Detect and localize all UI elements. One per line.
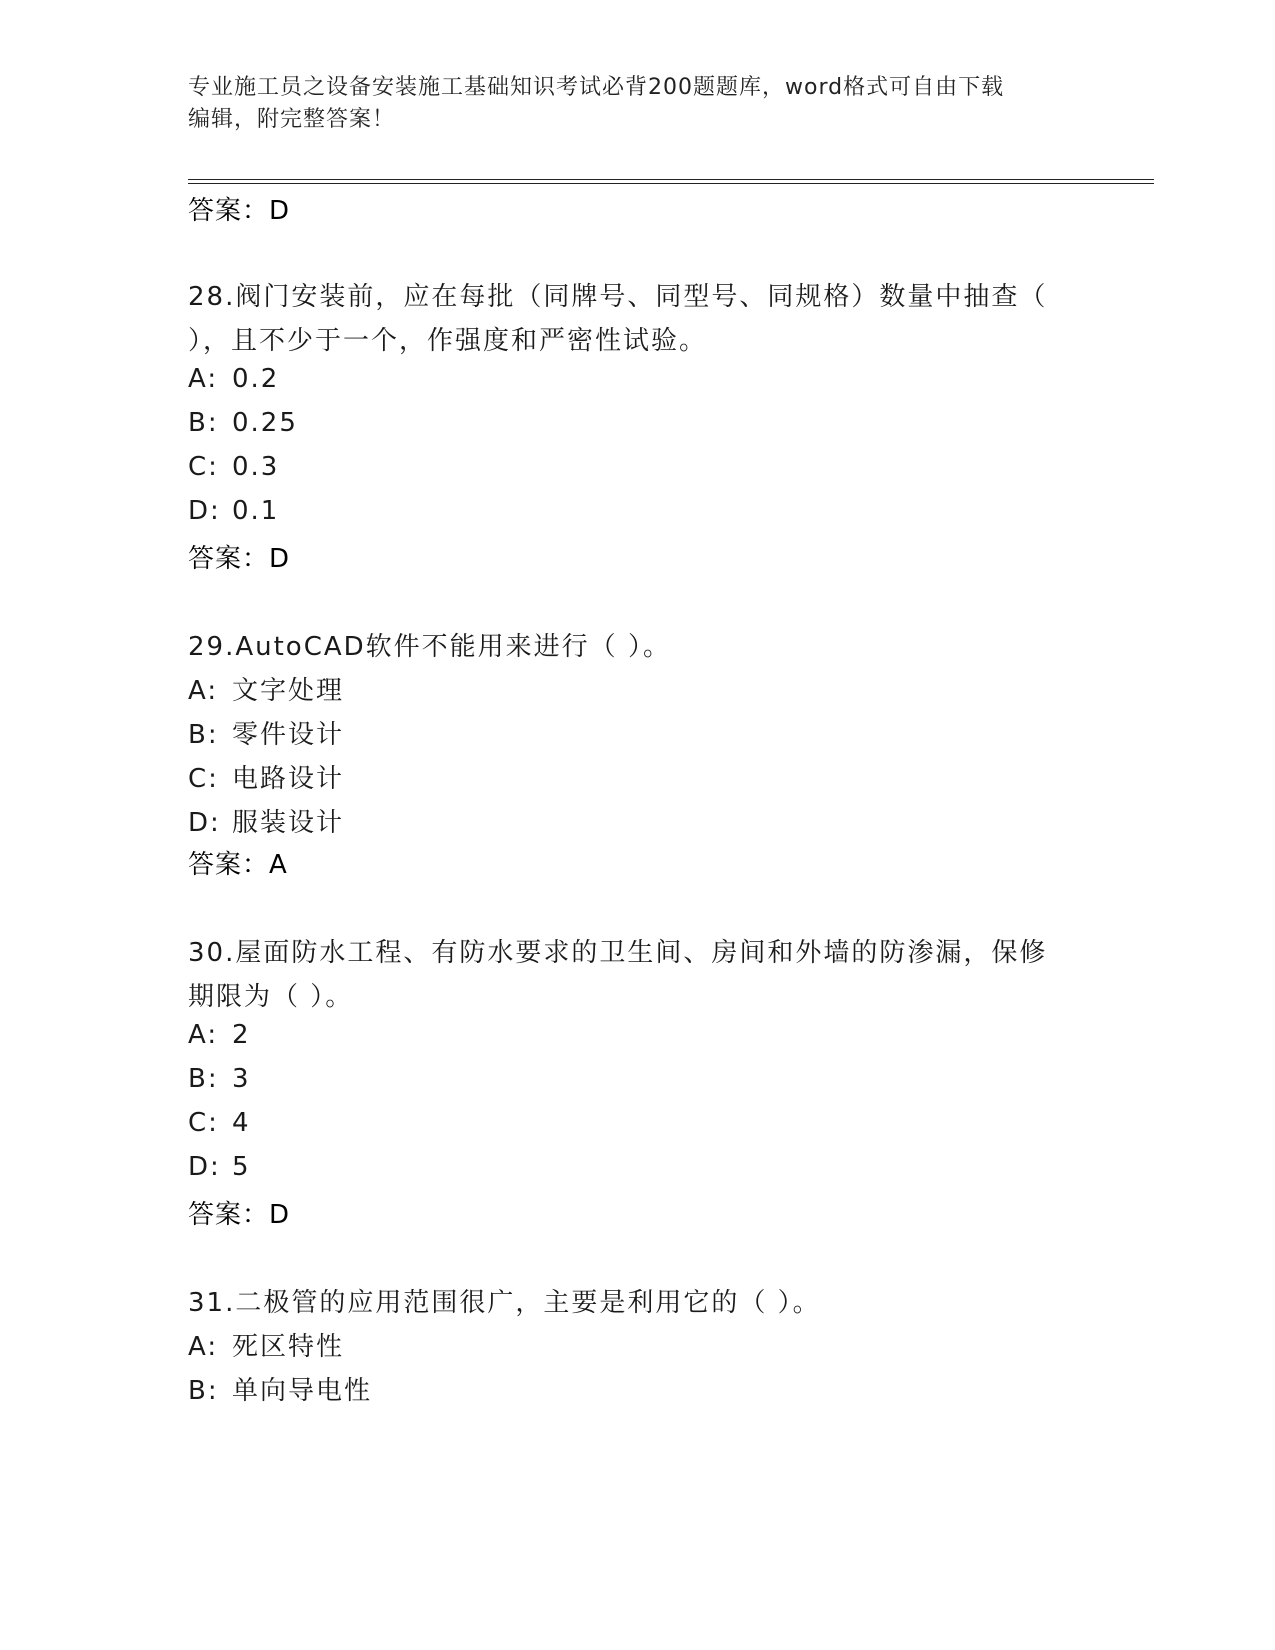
option-key: D: — [188, 1152, 221, 1182]
option-a — [188, 364, 279, 394]
option-d — [188, 496, 279, 526]
option-c — [188, 758, 344, 795]
option-key: B: — [188, 1064, 219, 1094]
option-text: 4 — [232, 1108, 251, 1138]
option-text: 0.1 — [232, 496, 280, 526]
option-text: 服装设计 — [232, 808, 345, 838]
option-text: 0.25 — [232, 408, 298, 438]
header-title-line1: 专业施工员之设备安装施工基础知识考试必背200题题库，word格式可自由下载 — [188, 75, 1005, 100]
option-text: 电路设计 — [232, 764, 345, 794]
option-key: A: — [188, 676, 219, 706]
option-text: 0.3 — [232, 452, 280, 482]
question-stem: 29.AutoCAD软件不能用来进行（ ）。 — [188, 632, 671, 662]
option-b — [188, 1064, 251, 1094]
option-key: B: — [188, 408, 219, 438]
option-key: C: — [188, 452, 219, 482]
option-a — [188, 1326, 344, 1363]
option-key: A: — [188, 1020, 219, 1050]
document-header — [188, 72, 1068, 136]
option-key: A: — [188, 364, 219, 394]
option-a — [188, 1020, 251, 1050]
option-key: B: — [188, 1376, 219, 1406]
option-key: C: — [188, 764, 219, 794]
option-text: 2 — [232, 1020, 251, 1050]
answer-line: 答案：A — [188, 850, 288, 880]
option-text: 0.2 — [232, 364, 280, 394]
option-b — [188, 1370, 372, 1407]
option-text: 3 — [232, 1064, 251, 1094]
question-stem: 28.阀门安装前，应在每批（同牌号、同型号、同规格）数量中抽查（ — [188, 282, 1048, 312]
option-text: 零件设计 — [232, 720, 345, 750]
option-b — [188, 408, 298, 438]
question-stem: 30.屋面防水工程、有防水要求的卫生间、房间和外墙的防渗漏，保修 — [188, 938, 1048, 968]
option-text: 死区特性 — [232, 1332, 345, 1362]
option-key: D: — [188, 808, 221, 838]
option-key: C: — [188, 1108, 219, 1138]
answer-line: 答案：D — [188, 196, 291, 226]
option-key: A: — [188, 1332, 219, 1362]
option-a — [188, 670, 344, 707]
option-key: D: — [188, 496, 221, 526]
question-stem: 期限为（ ）。 — [188, 982, 354, 1012]
answer-line: 答案：D — [188, 1200, 291, 1230]
option-text: 文字处理 — [232, 676, 345, 706]
question-stem: ），且不少于一个，作强度和严密性试验。 — [188, 326, 708, 356]
option-d — [188, 802, 344, 839]
header-divider-bottom — [188, 183, 1154, 184]
option-text: 单向导电性 — [232, 1376, 373, 1406]
option-text: 5 — [232, 1152, 251, 1182]
header-divider-top — [188, 179, 1154, 180]
option-key: B: — [188, 720, 219, 750]
question-stem: 31.二极管的应用范围很广，主要是利用它的（ ）。 — [188, 1288, 821, 1318]
option-b — [188, 714, 344, 751]
header-title-line2: 编辑，附完整答案！ — [188, 107, 396, 132]
answer-line: 答案：D — [188, 544, 291, 574]
option-c — [188, 1108, 251, 1138]
option-c — [188, 452, 279, 482]
option-d — [188, 1152, 251, 1182]
